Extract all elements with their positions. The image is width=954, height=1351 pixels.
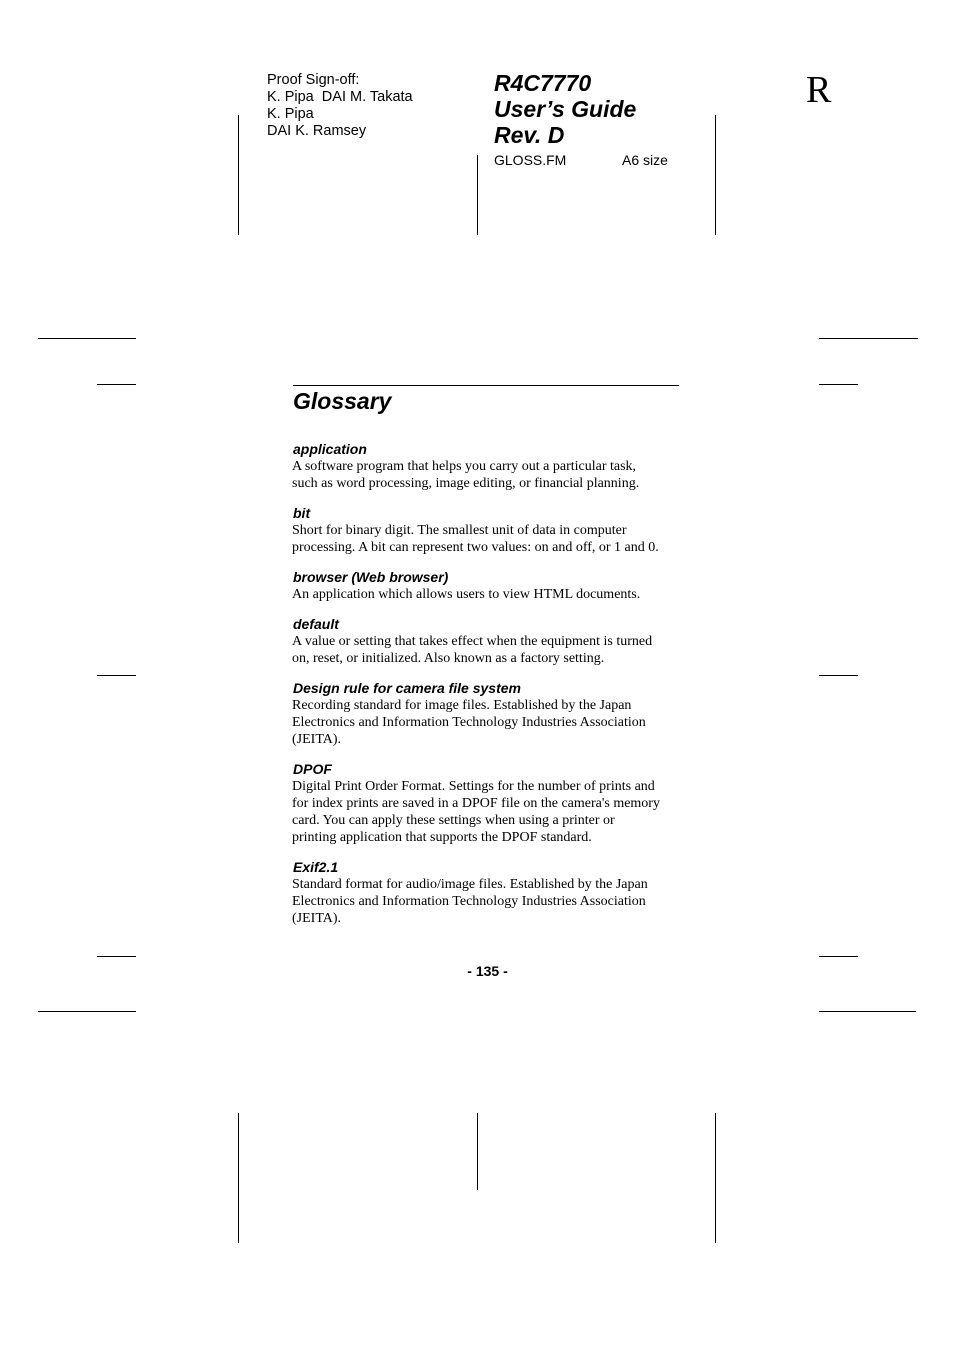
definition-line: processing. A bit can represent two values: on and off, or 1 and 0. [292,540,659,555]
crop-mark [819,338,918,339]
proof-line: K. Pipa DAI M. Takata [267,89,413,105]
crop-mark [819,1011,916,1012]
crop-mark [238,1113,239,1243]
title-line: R4C7770 [494,70,592,96]
definition-line: on, reset, or initialized. Also known as a factory setting. [292,651,605,666]
corner-mark: R [806,69,832,111]
definition-line: card. You can apply these settings when using a printer or [292,813,615,828]
definition-line: (JEITA). [292,911,342,926]
glossary-definition [292,697,684,748]
definition-line: An application which allows users to view HTML documents. [292,587,641,602]
definition-line: printing application that supports the DPOF standard. [292,830,592,845]
glossary-entry [292,858,684,927]
crop-mark [715,115,716,235]
crop-mark [477,1113,478,1190]
glossary-definition [292,586,684,603]
crop-mark [819,956,858,957]
glossary-term: default [293,616,339,632]
crop-mark [97,675,136,676]
crop-mark [715,1113,716,1243]
definition-line: Digital Print Order Format. Settings for the number of prints and [292,779,655,794]
glossary-definition [292,778,684,846]
crop-mark [819,675,858,676]
definition-line: A software program that helps you carry out a particular task, [292,459,637,474]
definition-line: Recording standard for image files. Established by the Japan [292,698,632,713]
glossary-entry [292,440,684,492]
crop-mark [97,956,136,957]
title-line: Rev. D [494,122,565,148]
page-number: - 135 - [467,963,508,979]
paper-size: A6 size [622,152,668,168]
definition-line: Electronics and Information Technology Industries Association [292,894,646,909]
crop-mark [819,384,858,385]
definition-line: such as word processing, image editing, or financial planning. [292,476,640,491]
definition-line: Electronics and Information Technology Industries Association [292,715,646,730]
glossary-entry [292,679,684,748]
crop-mark [477,155,478,235]
glossary-entry [292,615,684,667]
definition-line: (JEITA). [292,732,342,747]
definition-line: A value or setting that takes effect when the equipment is turned [292,634,653,649]
crop-mark [38,338,136,339]
glossary-entry [292,504,684,556]
crop-mark [38,1011,136,1012]
definition-line: Standard format for audio/image files. Established by the Japan [292,877,648,892]
glossary-definition [292,876,684,927]
title-line: User’s Guide [494,96,637,122]
glossary-term: bit [293,505,311,521]
document-title [494,70,636,148]
glossary-term: Design rule for camera file system [293,680,521,696]
glossary-term: application [293,441,367,457]
file-name: GLOSS.FM [494,152,567,168]
glossary-term: DPOF [293,761,332,777]
proof-line: DAI K. Ramsey [267,123,367,139]
glossary-entry [292,760,684,846]
proof-signoff [267,72,413,140]
crop-mark [97,384,136,385]
glossary-entry [292,568,684,603]
glossary-list [292,440,684,939]
proof-line: Proof Sign-off: [267,72,360,88]
glossary-definition [292,458,684,492]
glossary-definition [292,633,684,667]
section-title: Glossary [293,388,392,414]
definition-line: Short for binary digit. The smallest unit of data in computer [292,523,627,538]
proof-line: K. Pipa [267,106,314,122]
glossary-term: browser (Web browser) [293,569,449,585]
glossary-definition [292,522,684,556]
crop-mark [238,115,239,235]
glossary-term: Exif2.1 [293,859,339,875]
definition-line: for index prints are saved in a DPOF file on the camera's memory [292,796,660,811]
